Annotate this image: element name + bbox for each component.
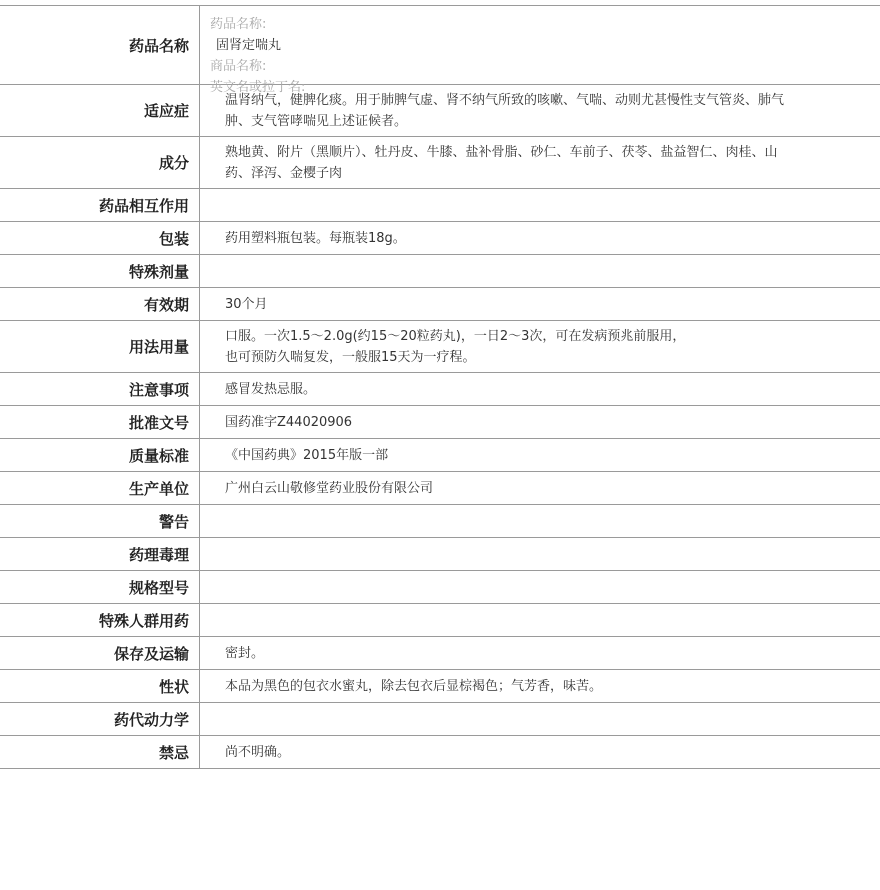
row-value xyxy=(200,189,880,221)
row-label: 特殊剂量 xyxy=(0,255,200,287)
row-indications xyxy=(0,85,880,137)
row-label: 适应症 xyxy=(0,85,200,136)
row-value-text: 《中国药典》2015年版一部 xyxy=(225,447,389,463)
row-value xyxy=(200,736,880,768)
row-quality-standard xyxy=(0,439,880,472)
row-label: 保存及运输 xyxy=(0,637,200,669)
row-shelf-life xyxy=(0,288,880,321)
row-value xyxy=(200,373,880,405)
row-usage-dosage xyxy=(0,321,880,373)
row-label: 批准文号 xyxy=(0,406,200,438)
row-value xyxy=(200,703,880,735)
row-value xyxy=(200,571,880,603)
row-ingredients xyxy=(0,137,880,189)
row-description xyxy=(0,670,880,703)
drug-spec-table xyxy=(0,5,880,769)
row-value-text: 温肾纳气，健脾化痰。用于肺脾气虚、肾不纳气所致的咳嗽、气喘、动则尤甚慢性支气管炎、肺气肿、支气管哮喘见上述证候者。 xyxy=(225,92,785,129)
row-special-dosage xyxy=(0,255,880,288)
row-label: 药理毒理 xyxy=(0,538,200,570)
row-label: 用法用量 xyxy=(0,321,200,372)
row-value xyxy=(200,321,880,372)
row-drug-name xyxy=(0,6,880,95)
row-interactions xyxy=(0,189,880,222)
row-value xyxy=(200,538,880,570)
row-label: 质量标准 xyxy=(0,439,200,471)
generic-name-key: 药品名称: xyxy=(210,17,267,32)
row-contraindications xyxy=(0,736,880,769)
row-packaging xyxy=(0,222,880,255)
row-value xyxy=(200,288,880,320)
row-value xyxy=(200,406,880,438)
row-label: 药品相互作用 xyxy=(0,189,200,221)
row-value-text: 本品为黑色的包衣水蜜丸，除去包衣后显棕褐色；气芳香，味苦。 xyxy=(225,678,603,694)
row-label: 药代动力学 xyxy=(0,703,200,735)
drug-name-cell xyxy=(200,6,880,95)
row-pharmacokinetics xyxy=(0,703,880,736)
row-value-text: 国药准字Z44020906 xyxy=(225,414,353,430)
trade-name-key: 商品名称: xyxy=(210,59,267,74)
row-value-text: 熟地黄、附片（黑顺片）、牡丹皮、牛膝、盐补骨脂、砂仁、车前子、茯苓、盐益智仁、肉桂、山药、泽泻、金樱子肉 xyxy=(225,144,778,181)
row-warning xyxy=(0,505,880,538)
row-label: 规格型号 xyxy=(0,571,200,603)
row-pharmacology xyxy=(0,538,880,571)
row-label: 药品名称 xyxy=(0,6,200,84)
row-specification xyxy=(0,571,880,604)
row-value-text: 口服。一次1.5～2.0g(约15～20粒药丸)，一日2～3次，可在发病预兆前服用，也可预防久喘复发，一般服15天为一疗程。 xyxy=(225,328,686,365)
row-value-text: 30个月 xyxy=(225,296,268,312)
row-value-text: 尚不明确。 xyxy=(225,744,291,760)
row-value-text: 密封。 xyxy=(225,645,265,661)
generic-name-line xyxy=(210,14,870,56)
row-approval-number xyxy=(0,406,880,439)
row-label: 禁忌 xyxy=(0,736,200,768)
english-name-key: 英文名或拉丁名: xyxy=(210,80,306,95)
row-value xyxy=(200,137,880,188)
row-value-text: 感冒发热忌服。 xyxy=(225,381,317,397)
row-label: 警告 xyxy=(0,505,200,537)
row-value xyxy=(200,439,880,471)
row-value xyxy=(200,505,880,537)
row-value-text: 药用塑料瓶包装。每瓶装18g。 xyxy=(225,230,406,246)
row-label: 注意事项 xyxy=(0,373,200,405)
row-precautions xyxy=(0,373,880,406)
row-label: 生产单位 xyxy=(0,472,200,504)
row-label: 成分 xyxy=(0,137,200,188)
row-value xyxy=(200,637,880,669)
row-value xyxy=(200,222,880,254)
row-label: 性状 xyxy=(0,670,200,702)
row-special-populations xyxy=(0,604,880,637)
row-value xyxy=(200,472,880,504)
trade-name-line xyxy=(210,56,870,77)
row-manufacturer xyxy=(0,472,880,505)
row-value-text: 广州白云山敬修堂药业股份有限公司 xyxy=(225,480,434,496)
generic-name-value: 固肾定喘丸 xyxy=(216,38,282,53)
row-value xyxy=(200,670,880,702)
row-label: 有效期 xyxy=(0,288,200,320)
row-value xyxy=(200,255,880,287)
row-storage-transport xyxy=(0,637,880,670)
row-label: 特殊人群用药 xyxy=(0,604,200,636)
row-value xyxy=(200,604,880,636)
row-value xyxy=(200,85,880,136)
row-label: 包装 xyxy=(0,222,200,254)
